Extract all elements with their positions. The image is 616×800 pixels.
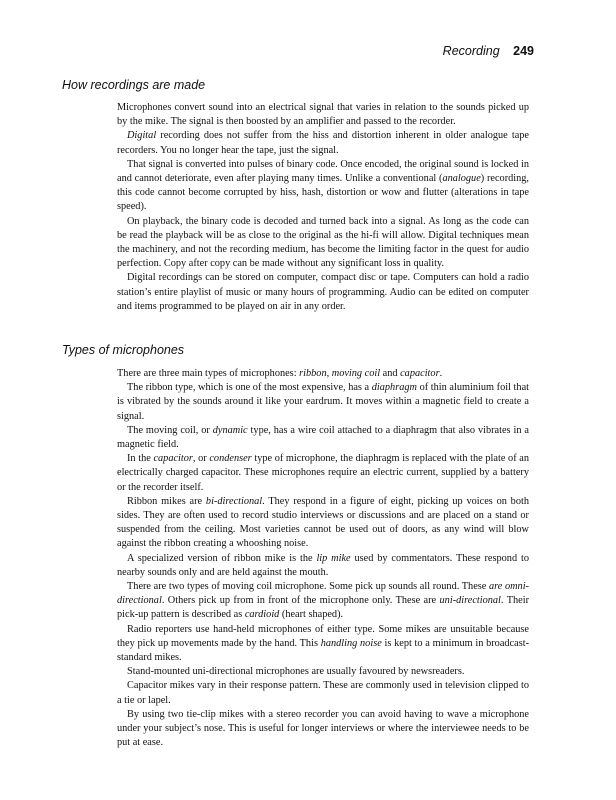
paragraph [117, 623, 529, 666]
emphasis-text: uni-directional [439, 595, 501, 607]
text-run: Ribbon mikes are [127, 495, 206, 507]
text-run: . They respond in a figure of eight, picking up voices on both sides. They are often used to record studio interviews or discussions and are placed on a stand or suspended from the ceiling. Most varieties cannot be used out of doors, as any wind will blow against the ribbon creating a whooshing noise. [117, 495, 529, 550]
text-run: type of microphone, the diaphragm is replaced with the plate of an electrically charged capacitor. These microphones require an electric current, supplied by a battery or the recorder itself. [117, 453, 529, 493]
emphasis-text: are omni-directional [117, 581, 529, 607]
text-run: (heart shaped). [279, 609, 344, 621]
paragraph [117, 580, 529, 623]
paragraph [117, 452, 529, 495]
emphasis-text: capacitor [153, 453, 193, 465]
emphasis-text: diaphragm [371, 382, 417, 394]
paragraph [117, 495, 529, 552]
text-run: There are three main types of microphones: [117, 368, 300, 379]
emphasis-text: bi-directional [205, 495, 263, 507]
text-run: ) recording, this code cannot become corrupted by hiss, hash, distortion or wow and flutter (alterations in tape speed). [117, 173, 530, 213]
text-run: . Others pick up from in front of the microphone only. These are [161, 595, 440, 607]
emphasis-text: cardioid [244, 609, 280, 621]
text-run: On playback, the binary code is decoded and turned back into a signal. As long as the code can be read the playback will be as close to the original as the hi-fi will allow. Digital techniques mean the machinery, and not the recording medium, has become the limiting factor in the quest for audio perfection. Copy after copy can be made without any significant loss in quality. [117, 215, 529, 270]
emphasis-text: lip mike [316, 552, 351, 564]
text-run: type, has a wire coil attached to a diaphragm that also vibrates in a magnetic field. [117, 424, 529, 451]
paragraph [117, 129, 529, 157]
paragraph [117, 665, 529, 679]
paragraph [117, 679, 529, 707]
emphasis-text: condenser [209, 453, 252, 465]
paragraph [117, 271, 529, 314]
paragraph [117, 552, 529, 580]
emphasis-text: ribbon [299, 368, 327, 379]
text-run: , or [192, 453, 210, 465]
paragraph [117, 158, 529, 215]
paragraph [117, 381, 529, 424]
text-run: of thin aluminium foil that is vibrated by the sounds around it like your eardrum. It moves within a magnetic field to create a signal. [117, 382, 529, 422]
text-run: The ribbon type, which is one of the most expensive, has a [127, 382, 372, 394]
text-run: Capacitor mikes vary in their response pattern. These are commonly used in television clipped to a tie or lapel. [117, 680, 529, 706]
emphasis-text: handling noise [320, 637, 382, 649]
text-run: Radio reporters use hand-held microphones of either type. Some mikes are unsuitable because they pick up movements made by the hand. This [117, 623, 529, 649]
running-header-section: Recording [442, 44, 500, 58]
section-heading-how-recordings-are-made: How recordings are made [62, 78, 206, 92]
running-header [443, 44, 534, 58]
text-run: The moving coil, or [127, 424, 213, 436]
page-number: 249 [513, 44, 534, 58]
text-run: A specialized version of ribbon mike is the [127, 552, 317, 564]
emphasis-text: dynamic [212, 424, 248, 436]
paragraph [117, 367, 529, 381]
text-run: and [380, 368, 401, 379]
text-run: Microphones convert sound into an electrical signal that varies in relation to the sounds picked up by the mike. The signal is then boosted by an amplifier and passed to the recorder. [117, 102, 529, 128]
paragraph [117, 215, 529, 272]
text-run: By using two tie-clip mikes with a stereo recorder you can avoid having to wave a microphone under your subject’s nose. This is useful for longer interviews or where the interviewee needs to be put at ease. [117, 708, 529, 749]
text-run: . [439, 368, 443, 379]
text-run: Digital recordings can be stored on computer, compact disc or tape. Computers can hold a radio station’s entire playlist of music or many hours of programming. Audio can be edited on computer and items programmed to be played on air in any order. [117, 272, 529, 312]
paragraph [117, 101, 529, 129]
paragraph [117, 424, 529, 452]
text-run: used by commentators. These respond to nearby sounds only and are held against the mouth. [117, 552, 529, 578]
section-heading-types-of-microphones: Types of microphones [62, 343, 185, 357]
paragraph [117, 708, 529, 751]
text-run: Stand-mounted uni-directional microphones are usually favoured by newsreaders. [127, 666, 465, 678]
text-run: There are two types of moving coil microphone. Some pick up sounds all round. These [127, 581, 489, 593]
section-body-types-of-microphones [117, 367, 529, 750]
emphasis-text: capacitor [400, 368, 440, 379]
section-body-how-recordings-are-made [117, 101, 529, 314]
emphasis-text: Digital [127, 130, 157, 142]
text-run: In the [127, 453, 154, 465]
text-run: is kept to a minimum in broadcast-standard mikes. [117, 637, 529, 664]
text-run: That signal is converted into pulses of binary code. Once encoded, the original sound is locked in and cannot deteriorate, even after playing many times. Unlike a conventional ( [117, 158, 529, 185]
text-run: , [326, 368, 332, 379]
text-run: . Their pick-up pattern is described as [117, 595, 530, 621]
emphasis-text: moving coil [331, 368, 381, 379]
text-run: recording does not suffer from the hiss and distortion inherent in older analogue tape recorders. You no longer hear the tape, just the signal. [117, 130, 529, 156]
emphasis-text: analogue [442, 173, 481, 185]
